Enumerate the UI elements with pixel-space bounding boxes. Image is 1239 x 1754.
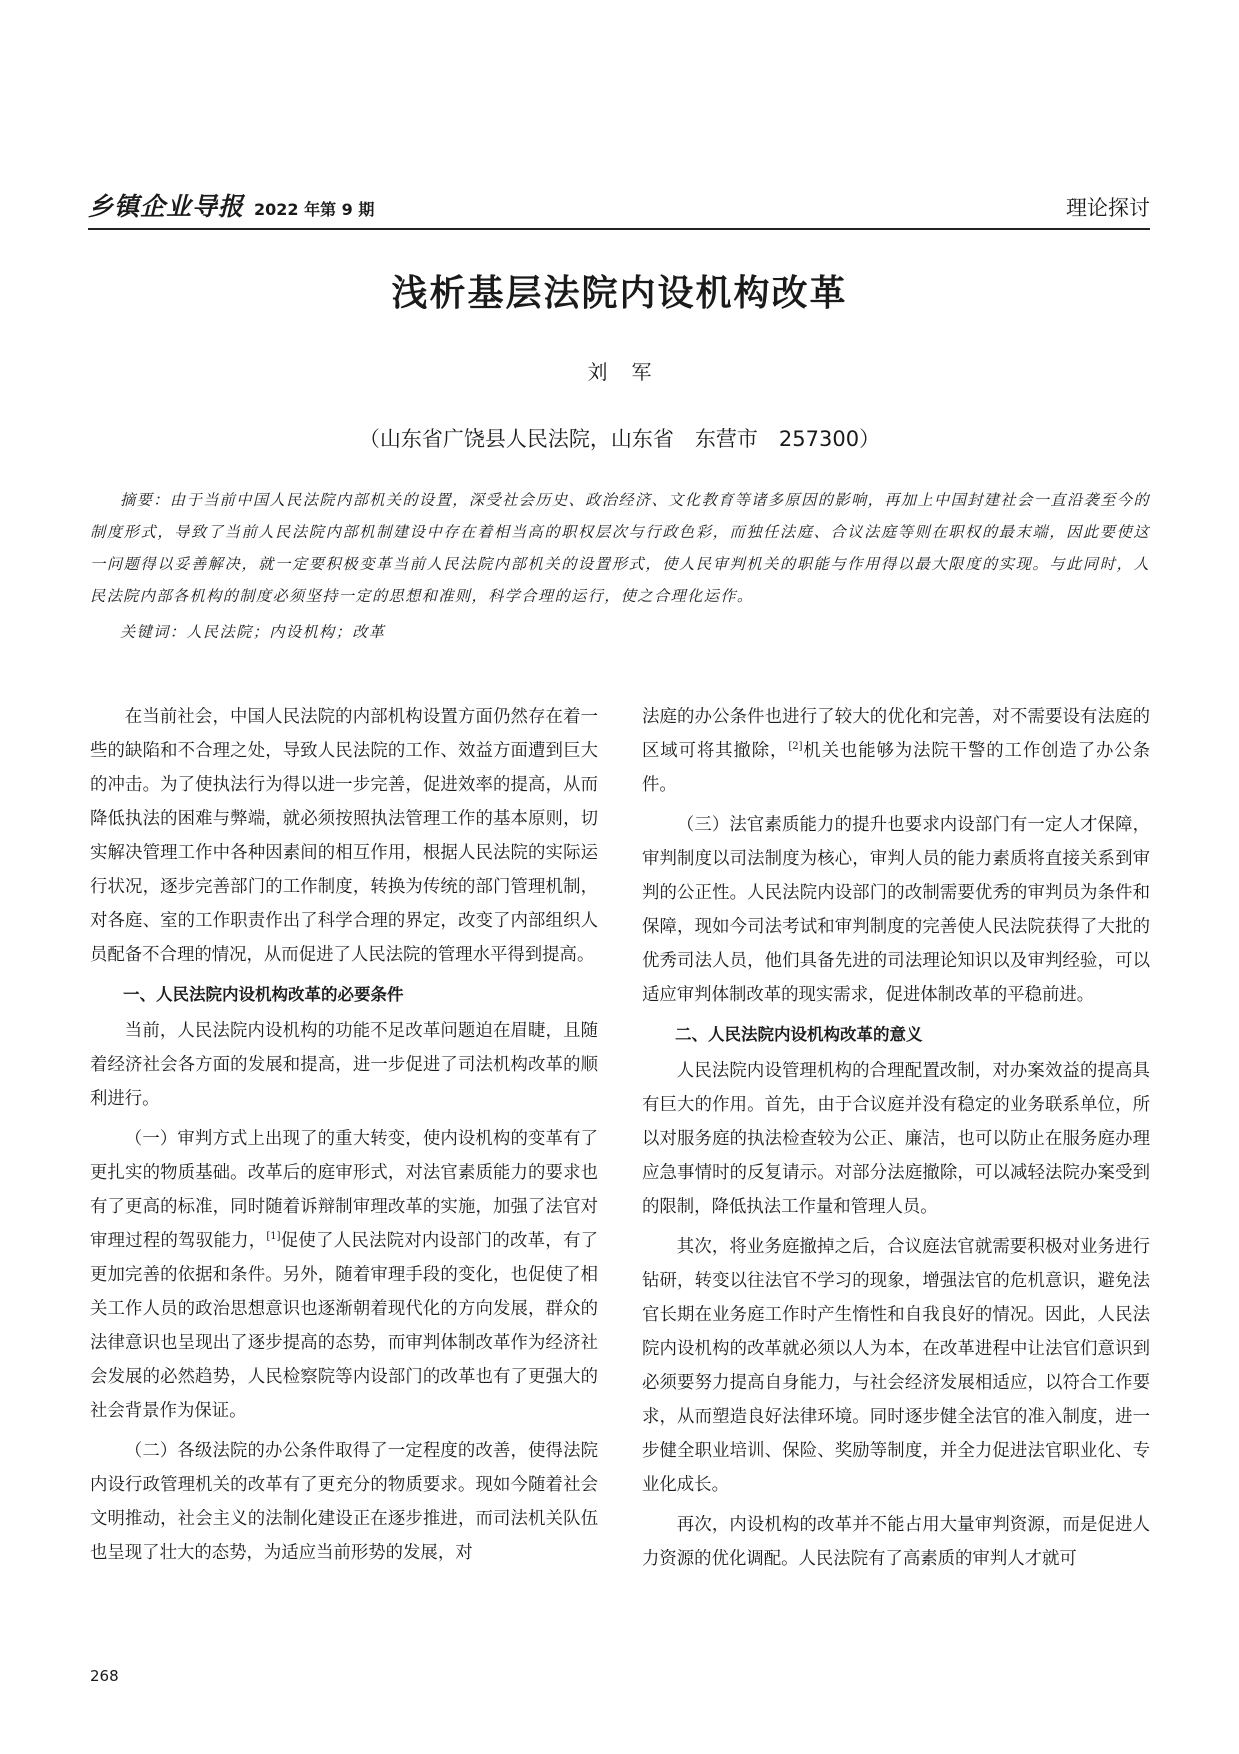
paragraph: 其次，将业务庭撤掉之后，合议庭法官就需要积极对业务进行钻研，转变以往法官不学习的现象，增强法官的危机意识，避免法官长期在业务庭工作时产生惰性和自我良好的情况。因此，人民法院内设机构的改革就必须以人为本，在改革进程中让法官们意识到必须要努力提高自身能力，与社会经济发展相适应，以符合工作要求，从而塑造良好法律环境。同时逐步健全法官的准入制度，进一步健全职业培训、保险、奖励等制度，并全力促进法官职业化、专业化成长。	[642, 1237, 1150, 1495]
paragraph-text: （一）审判方式上出现了的重大转变，使内设机构的变革有了更扎实的物质基础。改革后的庭审形式，对法官素质能力的要求也有了更高的标准，同时随着诉辩制审理改革的实施，加强了法官对审理过程的驾驭能力，	[90, 1129, 598, 1251]
issue-info: 2022 年第 9 期	[254, 200, 375, 219]
paragraph	[90, 1122, 598, 1428]
paragraph-text: 法庭的办公条件也进行了较大的优化和完善，对不需要设有法庭的区域可将其撤除，	[642, 707, 1150, 761]
paragraph: （三）法官素质能力的提升也要求内设部门有一定人才保障，审判制度以司法制度为核心，审判人员的能力素质将直接关系到审判的公正性。人民法院内设部门的改制需要优秀的审判员为条件和保障，现如今司法考试和审判制度的完善使人民法院获得了大批的优秀司法人员，他们具备先进的司法理论知识以及审判经验，可以适应审判体制改革的现实需求，促进体制改革的平稳前进。	[642, 815, 1150, 1005]
keywords: 关键词：人民法院；内设机构；改革	[120, 623, 386, 641]
author-affiliation: （山东省广饶县人民法院，山东省 东营市 257300）	[358, 427, 881, 451]
citation-ref: [1]	[266, 1231, 281, 1243]
author-name: 刘军	[587, 360, 676, 384]
paragraph: 当前，人民法院内设机构的功能不足改革问题迫在眉睫，且随着经济社会各方面的发展和提高，进一步促进了司法机构改革的顺利进行。	[90, 1021, 598, 1109]
citation-ref: [2]	[788, 741, 803, 753]
right-column	[642, 700, 1150, 1582]
paragraph: 再次，内设机构的改革并不能占用大量审判资源，而是促进人力资源的优化调配。人民法院有了高素质的审判人才就可	[642, 1515, 1150, 1569]
section-label: 理论探讨	[1066, 196, 1150, 220]
paragraph-text: 机关也能够为法院干警的工作创造了办公条件。	[642, 741, 1150, 795]
running-header	[88, 192, 1150, 230]
paragraph	[642, 700, 1150, 802]
paragraph-text: 促使了人民法院对内设部门的改革，有了更加完善的依据和条件。另外，随着审理手段的变化，也促使了相关工作人员的政治思想意识也逐渐朝着现代化的方向发展，群众的法律意识也呈现出了逐步提高的态势，而审判体制改革作为经济社会发展的必然趋势，人民检察院等内设部门的改革也有了更强大的社会背景作为保证。	[90, 1231, 598, 1421]
section-heading: 二、人民法院内设机构改革的意义	[675, 1025, 923, 1044]
section-heading: 一、人民法院内设机构改革的必要条件	[123, 985, 404, 1004]
article-title: 浅析基层法院内设机构改革	[391, 273, 848, 314]
page-number: 268	[90, 1667, 119, 1685]
left-column	[90, 700, 598, 1576]
abstract: 摘要：由于当前中国人民法院内部机关的设置，深受社会历史、政治经济、文化教育等诸多原因的影响，再加上中国封建社会一直沿袭至今的制度形式，导致了当前人民法院内部机制建设中存在着相当高的职权层次与行政色彩，而独任法庭、合议法庭等则在职权的最末端，因此要使这一问题得以妥善解决，就一定要积极变革当前人民法院内部机关的设置形式，使人民审判机关的职能与作用得以最大限度的实现。与此同时，人民法院内部各机构的制度必须坚持一定的思想和准则，科学合理的运行，使之合理化运作。	[90, 491, 1150, 605]
paragraph: 在当前社会，中国人民法院的内部机构设置方面仍然存在着一些的缺陷和不合理之处，导致人民法院的工作、效益方面遭到巨大的冲击。为了使执法行为得以进一步完善，促进效率的提高，从而降低执法的困难与弊端，就必须按照执法管理工作的基本原则，切实解决管理工作中各种因素间的相互作用，根据人民法院的实际运行状况，逐步完善部门的工作制度，转换为传统的部门管理机制，对各庭、室的工作职责作出了科学合理的界定，改变了内部组织人员配备不合理的情况，从而促进了人民法院的管理水平得到提高。	[90, 707, 598, 965]
journal-name: 乡镇企业导报	[88, 192, 245, 221]
paragraph: 人民法院内设管理机构的合理配置改制，对办案效益的提高具有巨大的作用。首先，由于合议庭并没有稳定的业务联系单位，所以对服务庭的执法检查较为公正、廉洁，也可以防止在服务庭办理应急事情时的反复请示。对部分法庭撤除，可以减轻法院办案受到的限制，降低执法工作量和管理人员。	[642, 1061, 1150, 1217]
paragraph: （二）各级法院的办公条件取得了一定程度的改善，使得法院内设行政管理机关的改革有了更充分的物质要求。现如今随着社会文明推动，社会主义的法制化建设正在逐步推进，而司法机关队伍也呈现了壮大的态势，为适应当前形势的发展，对	[90, 1441, 598, 1563]
